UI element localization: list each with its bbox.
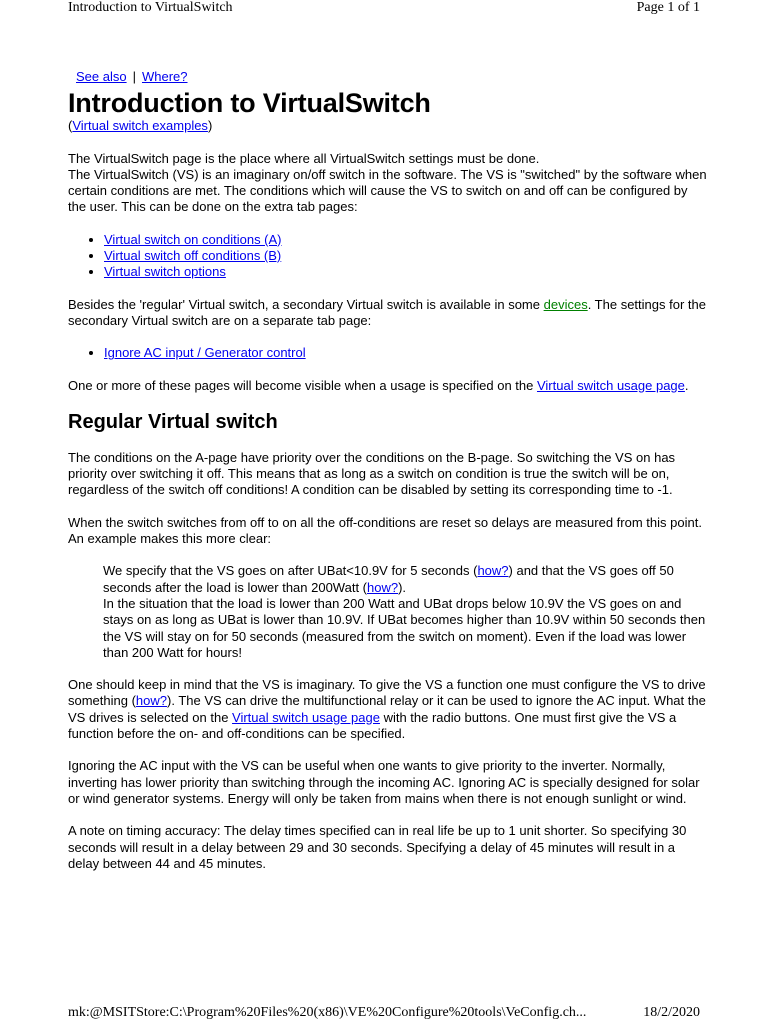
- example-text-2: ) and that the VS goes off 50 seconds after the load is lower than 200Watt (: [103, 563, 674, 595]
- ignoring-paragraph: Ignoring the AC input with the VS can be useful when one wants to give priority to the inverter. Normally, inverting has lower priority than switching through the incoming AC. Ignoring AC is specially designed for solar or wind generator systems. Energy will only be taken from mains when there is not enough sunlight or wind.: [68, 758, 700, 806]
- usage-text-after: .: [684, 377, 689, 393]
- secondary-text-after: . The settings for the secondary Virtual switch are on a separate tab page:: [68, 296, 706, 328]
- secondary-links-list: [68, 345, 708, 361]
- print-header-title: Introduction to VirtualSwitch: [68, 0, 233, 15]
- print-footer: [68, 1005, 700, 1021]
- section-heading: Regular Virtual switch: [68, 410, 278, 433]
- timing-paragraph: A note on timing accuracy: The delay times specified can in real life be up to 1 unit shorter. So specifying 30 seconds will result in a delay between 29 and 30 seconds. Specifying a delay of 45 minutes will result in a delay between 44 and 45 minutes.: [68, 823, 687, 871]
- usage-page-link-2[interactable]: Virtual switch usage page: [232, 709, 380, 725]
- imaginary-paragraph: [68, 677, 708, 742]
- list-item: [104, 345, 708, 361]
- switch-options-link[interactable]: Virtual switch options: [104, 264, 226, 280]
- example-text-4: In the situation that the load is lower than 200 Watt and UBat drops below 10.9V the VS goes on and stays on as long as UBat is lower than 10.9V. If UBat becomes higher than 10.9V within 50 seconds then the VS will stay on for 50 seconds (measured from the switch on moment). Even if the load was lower than 200 Watt for hours!: [103, 595, 706, 660]
- intro-line-2: The VirtualSwitch (VS) is an imaginary on/off switch in the software. The VS is "switched" by the software when certain conditions are met. The conditions which will cause the VS to switch on and off can be configured by the user. This can be done on the extra tab pages:: [68, 166, 707, 215]
- nav-separator: |: [132, 69, 136, 84]
- intro-line-1: The VirtualSwitch page is the place where all VirtualSwitch settings must be done.: [68, 150, 540, 166]
- intro-paragraph: [68, 151, 708, 216]
- usage-text-before: One or more of these pages will become visible when a usage is specified on the: [68, 377, 537, 393]
- imaginary-text-3: with the radio buttons. One must first give the VS a function before the on- and off-conditions can be specified.: [68, 709, 677, 742]
- paren-close: ): [207, 118, 213, 134]
- see-also-link[interactable]: See also: [76, 69, 127, 84]
- print-header: [68, 0, 700, 16]
- virtual-switch-examples-link[interactable]: Virtual switch examples: [72, 118, 208, 134]
- how-link-2[interactable]: how?: [367, 579, 399, 595]
- print-header-page: Page 1 of 1: [636, 0, 700, 15]
- devices-link[interactable]: devices: [543, 296, 588, 312]
- list-item: [104, 232, 708, 248]
- usage-paragraph: [68, 378, 708, 394]
- priority-paragraph: The conditions on the A-page have priority over the conditions on the B-page. So switching the VS on has priority over switching it off. This means that as long as a switch on condition is true the switch will be on, regardless of the switch off conditions! A condition can be disabled by setting its corresponding time to -1.: [68, 449, 676, 498]
- where-link[interactable]: Where?: [141, 69, 188, 84]
- off-conditions-link[interactable]: Virtual switch off conditions (B): [104, 248, 282, 264]
- top-nav: [76, 69, 708, 85]
- examples-line: [68, 118, 708, 134]
- print-footer-path: mk:@MSITStore:C:\Program%20Files%20(x86)\VE%20Configure%20tools\VeConfig.ch...: [68, 1005, 587, 1020]
- tab-links-list: [68, 232, 708, 281]
- on-conditions-link[interactable]: Virtual switch on conditions (A): [104, 231, 282, 247]
- ignore-ac-input-link[interactable]: Ignore AC input / Generator control: [104, 345, 306, 361]
- list-item: [104, 264, 708, 280]
- how-link-1[interactable]: how?: [477, 563, 509, 579]
- usage-page-link[interactable]: Virtual switch usage page: [536, 377, 685, 393]
- secondary-paragraph: [68, 297, 708, 330]
- example-text-1: We specify that the VS goes on after UBat<10.9V for 5 seconds (: [103, 563, 478, 579]
- list-item: [104, 248, 708, 264]
- how-link-3[interactable]: how?: [135, 693, 167, 709]
- print-footer-date: 18/2/2020: [643, 1005, 700, 1020]
- example-text-3: ).: [398, 579, 407, 595]
- imaginary-text-2: ). The VS can drive the multifunctional relay or it can be used to ignore the AC input. What the VS drives is selected on the: [68, 693, 706, 725]
- secondary-text-before: Besides the 'regular' Virtual switch, a secondary Virtual switch is available in some: [68, 296, 544, 312]
- page-title: Introduction to VirtualSwitch: [68, 88, 431, 119]
- document-body: [68, 69, 708, 888]
- reset-paragraph: When the switch switches from off to on all the off-conditions are reset so delays are measured from this point. An example makes this more clear:: [68, 514, 702, 547]
- imaginary-text-1: One should keep in mind that the VS is imaginary. To give the VS a function one must configure the VS to drive something (: [68, 677, 706, 709]
- example-block: [103, 563, 708, 661]
- paren-open: (: [68, 118, 73, 134]
